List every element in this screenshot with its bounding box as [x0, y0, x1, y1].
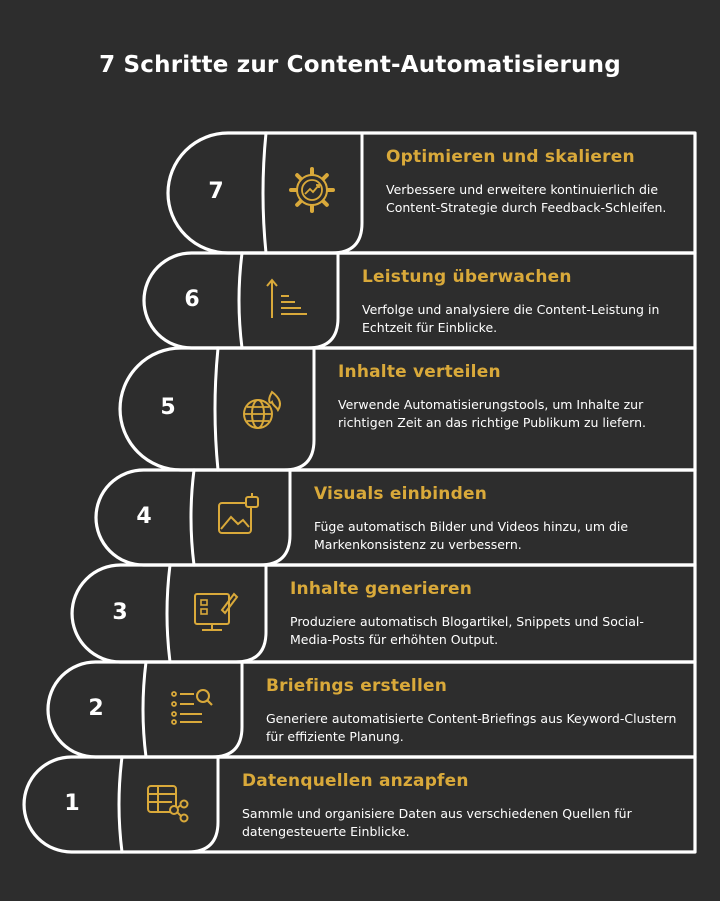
step-number: 4: [136, 503, 152, 529]
list-search-icon: [172, 690, 212, 724]
step-description: Sammle und organisiere Daten aus verschiedenen Quellen für datengesteuerte Einblicke.: [242, 806, 632, 839]
step-number: 5: [160, 395, 176, 420]
globe-fire-icon: [244, 392, 280, 428]
step-number: 7: [208, 179, 224, 204]
step-title: Leistung überwachen: [362, 267, 572, 287]
step-title: Datenquellen anzapfen: [242, 771, 469, 791]
step-description: Füge automatisch Bilder und Videos hinzu, um die Markenkonsistenz zu verbessern.: [314, 519, 629, 552]
step-number: 3: [112, 599, 128, 625]
step-title: Briefings erstellen: [266, 676, 448, 696]
step-description: Verbessere und erweitere kontinuierlich die Content-Strategie durch Feedback-Schleifen.: [386, 182, 667, 215]
database-share-icon: [148, 786, 188, 822]
screen-edit-icon: [195, 594, 237, 630]
step-title: Inhalte verteilen: [338, 362, 501, 382]
step-description: Verwende Automatisierungstools, um Inhalte zur richtigen Zeit an das richtige Publikum zu liefern.: [338, 397, 646, 430]
step-description: Produziere automatisch Blogartikel, Snippets und Social-Media-Posts für erhöhten Output.: [290, 614, 644, 647]
step-title: Visuals einbinden: [314, 484, 488, 504]
page-title: 7 Schritte zur Content-Automatisierung: [99, 52, 621, 78]
step-title: Inhalte generieren: [290, 579, 473, 599]
step-number: 2: [88, 695, 104, 721]
sort-ascending-icon: [267, 280, 307, 318]
step-description: Generiere automatisierte Content-Briefings aus Keyword-Clustern für effiziente Planung.: [266, 711, 677, 744]
image-robot-icon: [219, 493, 258, 533]
step-description: Verfolge und analysiere die Content-Leistung in Echtzeit für Einblicke.: [362, 302, 660, 335]
step-number: 6: [184, 286, 200, 312]
step-title: Optimieren und skalieren: [386, 147, 635, 167]
step-number: 1: [64, 790, 80, 816]
gear-chart-icon: [291, 169, 333, 211]
